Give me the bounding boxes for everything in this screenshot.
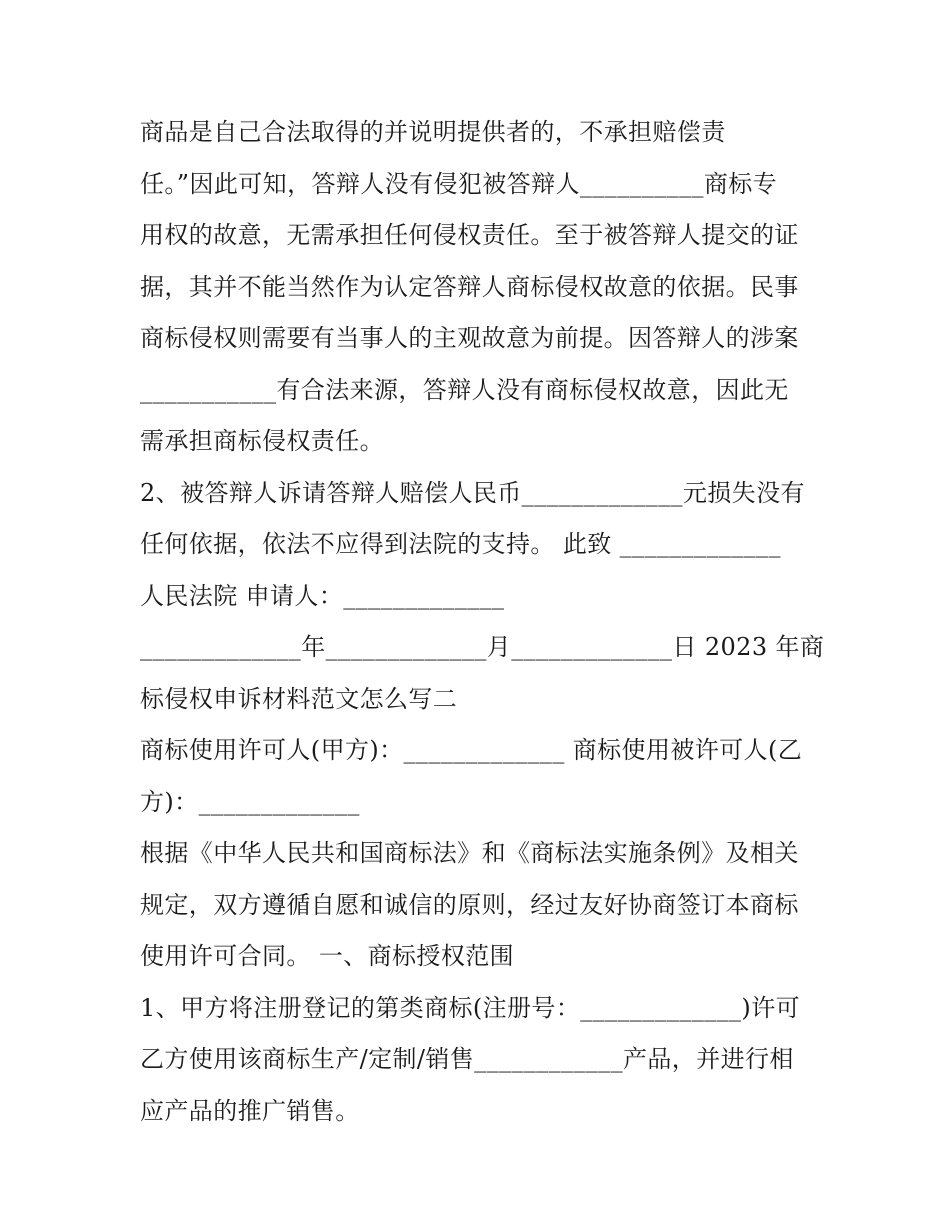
text-line: 据，其并不能当然作为认定答辩人商标侵权故意的依据。民事 [140,272,799,301]
text-line: 需承担商标侵权责任。 [140,427,384,455]
text-line: 根据《中华人民共和国商标法》和《商标法实施条例》及相关 [140,839,799,867]
text-line: ___________有合法来源，答辩人没有商标侵权故意，因此无 [140,375,789,404]
text-line: 商品是自己合法取得的并说明提供者的，不承担赔偿责 [140,118,726,146]
document-page [140,107,825,1137]
text-line: 应产品的推广销售。 [140,1096,360,1125]
text-line: 使用许可合同。 一、商标授权范围 [140,942,515,970]
text-line: 用权的故意，无需承担任何侵权责任。至于被答辩人提交的证 [140,221,799,249]
text-line: 方)：_____________ [140,787,360,816]
text-line: 商标侵权则需要有当事人的主观故意为前提。因答辩人的涉案 [140,324,799,352]
text-line: 任何依据，依法不应得到法院的支持。 此致 _____________ [140,530,781,558]
text-line: 1、甲方将注册登记的第类商标(注册号：_____________)许可 [140,993,800,1022]
section-heading: 标侵权申诉材料范文怎么写二 [140,684,458,713]
text-line: 任。”因此可知，答辩人没有侵犯被答辩人__________商标专 [140,169,778,198]
text-line: 规定，双方遵循自愿和诚信的原则，经过友好协商签订本商标 [140,890,799,919]
text-line: 商标使用许可人(甲方)：_____________ 商标使用被许可人(乙 [140,736,803,764]
text-line: 人民法院 申请人：_____________ [140,581,505,610]
text-line: _____________年_____________月_____________日 2023 年商 [140,633,825,661]
text-line: 2、被答辩人诉请答辩人赔偿人民币_____________元损失没有 [140,478,805,507]
text-line: 乙方使用该商标生产/定制/销售____________产品，并进行相 [140,1045,794,1073]
